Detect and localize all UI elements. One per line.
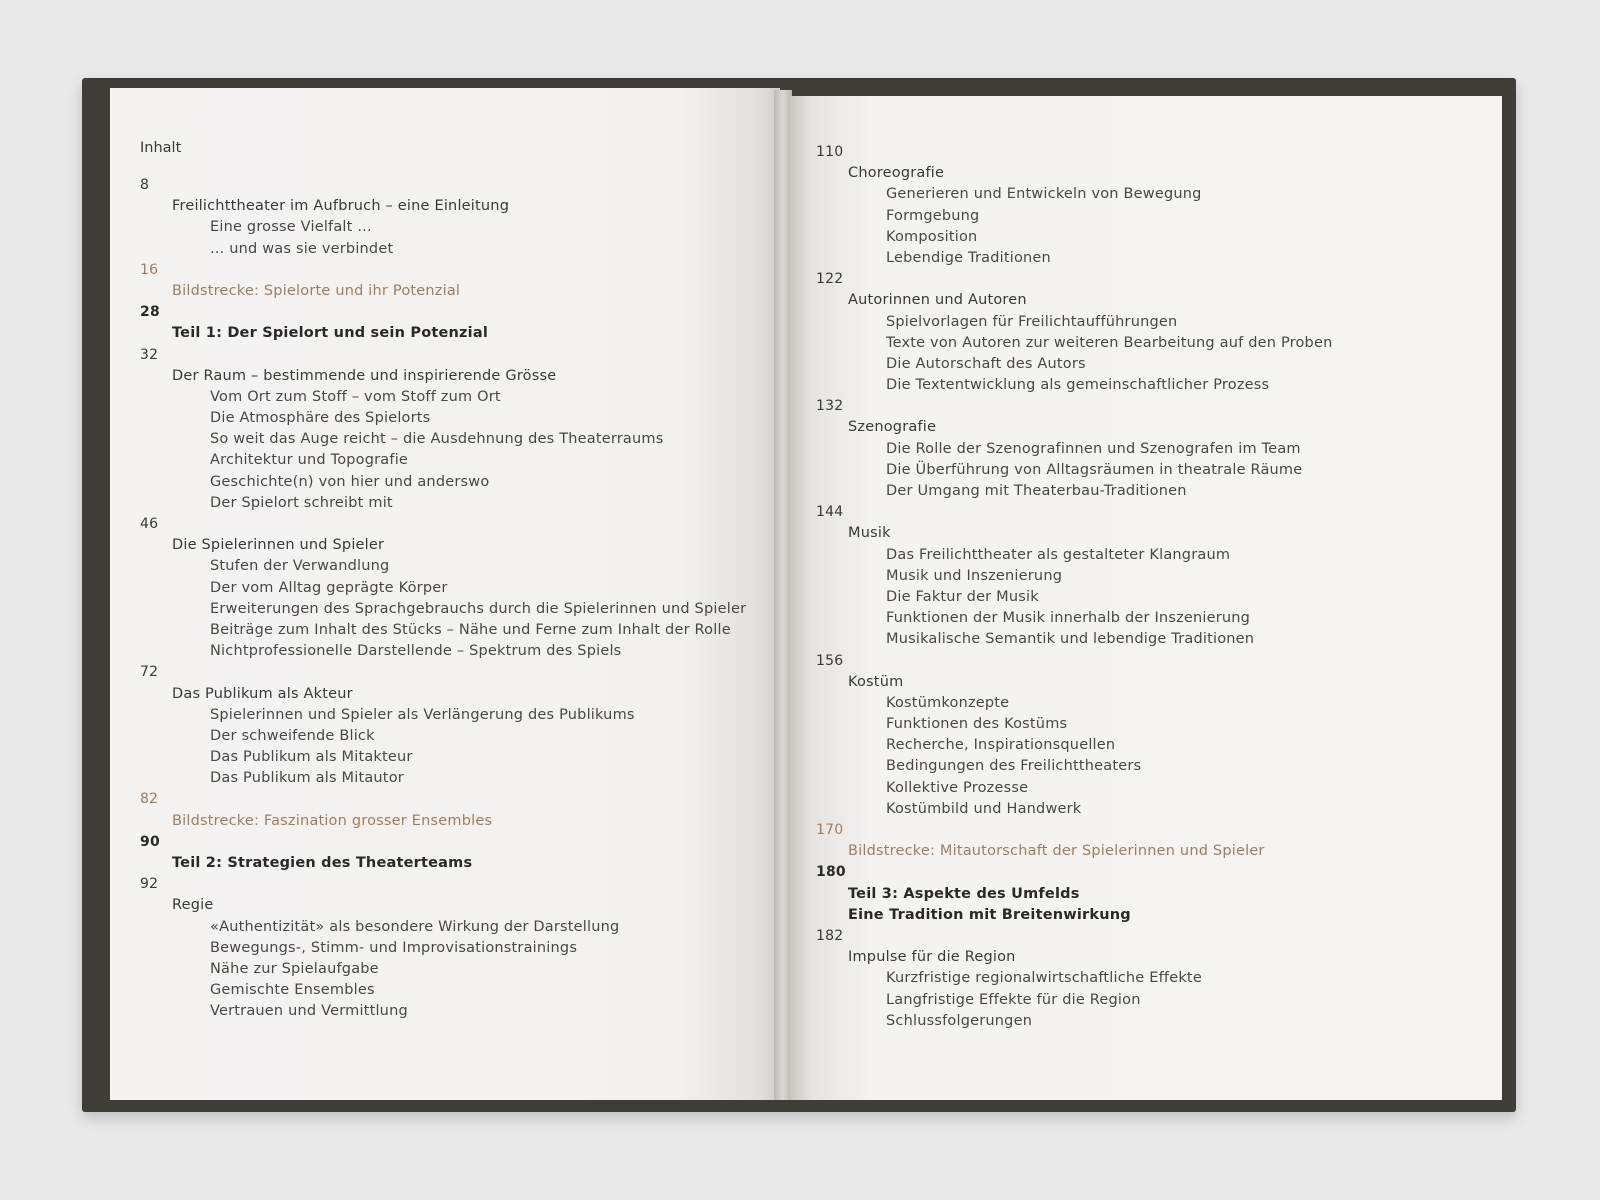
subsection: Der schweifende Blick <box>210 727 375 744</box>
entry-title: Das Publikum als Akteur <box>172 685 353 702</box>
toc-entry <box>816 651 1502 821</box>
subsection: Der vom Alltag geprägte Körper <box>210 579 448 596</box>
toc-left-entries <box>140 175 780 1023</box>
subsection: Nichtprofessionelle Darstellende – Spektrum des Spiels <box>210 643 622 660</box>
subsection: Kostümbild und Handwerk <box>886 800 1082 817</box>
subsection: Nähe zur Spielaufgabe <box>210 960 379 977</box>
entry-title: Teil 1: Der Spielort und sein Potenzial <box>172 325 489 342</box>
left-page <box>110 88 780 1100</box>
subsection: Vom Ort zum Stoff – vom Stoff zum Ort <box>210 388 501 405</box>
subsection: Kollektive Prozesse <box>886 779 1029 796</box>
toc-entry <box>816 502 1502 650</box>
subsection: Langfristige Effekte für die Region <box>886 991 1141 1008</box>
toc-entry <box>140 514 780 662</box>
subsection: Das Publikum als Mitautor <box>210 770 404 787</box>
subsection: Lebendige Traditionen <box>886 249 1051 266</box>
page-number: 144 <box>816 504 844 521</box>
toc-entry <box>816 862 1502 926</box>
subsection: Der Spielort schreibt mit <box>210 494 393 511</box>
toc-entry <box>140 302 780 344</box>
page-number: 132 <box>816 398 844 415</box>
subsection: Formgebung <box>886 207 980 224</box>
entry-title: Autorinnen und Autoren <box>848 292 1027 309</box>
toc-entry <box>816 142 1502 269</box>
subsection: Das Freilichttheater als gestalteter Klangraum <box>886 546 1231 563</box>
subsection: Funktionen des Kostüms <box>886 716 1068 733</box>
subsection: Stufen der Verwandlung <box>210 558 390 575</box>
toc-entry <box>140 345 780 515</box>
entry-title: Kostüm <box>848 673 904 690</box>
page-number: 170 <box>816 822 844 838</box>
subsection: «Authentizität» als besondere Wirkung der Darstellung <box>210 918 620 935</box>
page-number: 8 <box>140 177 150 193</box>
toc-entry <box>140 832 780 874</box>
subsection: Die Überführung von Alltagsräumen in theatrale Räume <box>886 461 1303 478</box>
toc-left <box>140 140 780 1023</box>
page-number: 28 <box>140 304 160 321</box>
subsection: Spielvorlagen für Freilichtaufführungen <box>886 313 1178 330</box>
page-number: 46 <box>140 516 159 532</box>
page-number: 16 <box>140 261 159 278</box>
page-number: 110 <box>816 144 844 160</box>
entry-title: Teil 2: Strategien des Theaterteams <box>172 855 473 871</box>
page-number: 90 <box>140 833 160 850</box>
right-page <box>790 96 1502 1100</box>
subsection: Schlussfolgerungen <box>886 1012 1033 1029</box>
subsection: Architektur und Topografie <box>210 452 409 469</box>
entry-title: Bildstrecke: Mitautorschaft der Spielerinnen und Spieler <box>848 843 1265 860</box>
toc-entry <box>816 396 1502 502</box>
subsection: Bedingungen des Freilichttheaters <box>886 758 1142 775</box>
toc-entry <box>140 662 780 789</box>
page-number: 156 <box>816 652 844 669</box>
subsection: Komposition <box>886 228 978 245</box>
subsection: Vertrauen und Vermittlung <box>210 1003 408 1020</box>
page-number: 180 <box>816 864 846 881</box>
page-number: 92 <box>140 876 159 893</box>
page-number: 182 <box>816 927 844 944</box>
toc-entry <box>140 789 780 831</box>
toc-entry <box>140 260 780 302</box>
entry-title: Bildstrecke: Spielorte und ihr Potenzial <box>172 282 461 299</box>
page-number: 72 <box>140 664 159 681</box>
subsection: Die Autorschaft des Autors <box>886 355 1086 372</box>
subsection: Erweiterungen des Sprachgebrauchs durch die Spielerinnen und Spieler <box>210 600 747 617</box>
entry-title: Impulse für die Region <box>848 949 1016 966</box>
entry-title: Der Raum – bestimmende und inspirierende Grösse <box>172 367 557 384</box>
entry-title: Szenografie <box>848 419 937 436</box>
toc-right-entries <box>816 142 1502 1032</box>
toc-right <box>816 142 1502 1032</box>
subsection: Der Umgang mit Theaterbau-Traditionen <box>886 483 1187 499</box>
subsection: Gemischte Ensembles <box>210 982 375 999</box>
subsection: Funktionen der Musik innerhalb der Inszenierung <box>886 610 1251 627</box>
entry-title: Teil 3: Aspekte des Umfelds <box>848 885 1080 902</box>
subsection: Musik und Inszenierung <box>886 567 1063 584</box>
subsection: Die Textentwicklung als gemeinschaftlicher Prozess <box>886 377 1270 394</box>
subsection: Recherche, Inspirationsquellen <box>886 737 1116 754</box>
subsection: Geschichte(n) von hier und anderswo <box>210 473 490 490</box>
page-number: 122 <box>816 271 844 288</box>
entry-title-line2: Eine Tradition mit Breitenwirkung <box>848 906 1131 923</box>
entry-title: Freilichttheater im Aufbruch – eine Einleitung <box>172 198 510 215</box>
toc-heading: Inhalt <box>140 140 182 156</box>
subsection: Musikalische Semantik und lebendige Traditionen <box>886 631 1255 648</box>
entry-title: Bildstrecke: Faszination grosser Ensembles <box>172 812 493 829</box>
subsection: Spielerinnen und Spieler als Verlängerung des Publikums <box>210 706 635 723</box>
subsection: Beiträge zum Inhalt des Stücks – Nähe und Ferne zum Inhalt der Rolle <box>210 621 731 638</box>
entry-title: Musik <box>848 525 891 542</box>
subsection: Texte von Autoren zur weiteren Bearbeitung auf den Proben <box>886 334 1333 351</box>
subsection: Die Atmosphäre des Spielorts <box>210 410 431 427</box>
subsection: ... und was sie verbindet <box>210 240 394 257</box>
entry-title: Choreografie <box>848 165 945 182</box>
subsection: Eine grosse Vielfalt ... <box>210 219 372 236</box>
toc-entry <box>816 926 1502 1032</box>
subsection: Das Publikum als Mitakteur <box>210 749 413 766</box>
toc-entry <box>140 175 780 260</box>
page-number: 32 <box>140 346 159 363</box>
subsection: Die Faktur der Musik <box>886 588 1039 605</box>
toc-entry <box>816 820 1502 862</box>
subsection: So weit das Auge reicht – die Ausdehnung des Theaterraums <box>210 431 664 448</box>
subsection: Kurzfristige regionalwirtschaftliche Effekte <box>886 970 1202 987</box>
page-number: 82 <box>140 791 159 808</box>
entry-title: Regie <box>172 897 214 914</box>
toc-entry <box>140 874 780 1022</box>
subsection: Generieren und Entwickeln von Bewegung <box>886 186 1202 203</box>
subsection: Kostümkonzepte <box>886 694 1010 711</box>
toc-entry <box>816 269 1502 396</box>
subsection: Die Rolle der Szenografinnen und Szenografen im Team <box>886 440 1301 457</box>
subsection: Bewegungs-, Stimm- und Improvisationstrainings <box>210 939 578 956</box>
entry-title: Die Spielerinnen und Spieler <box>172 537 385 554</box>
